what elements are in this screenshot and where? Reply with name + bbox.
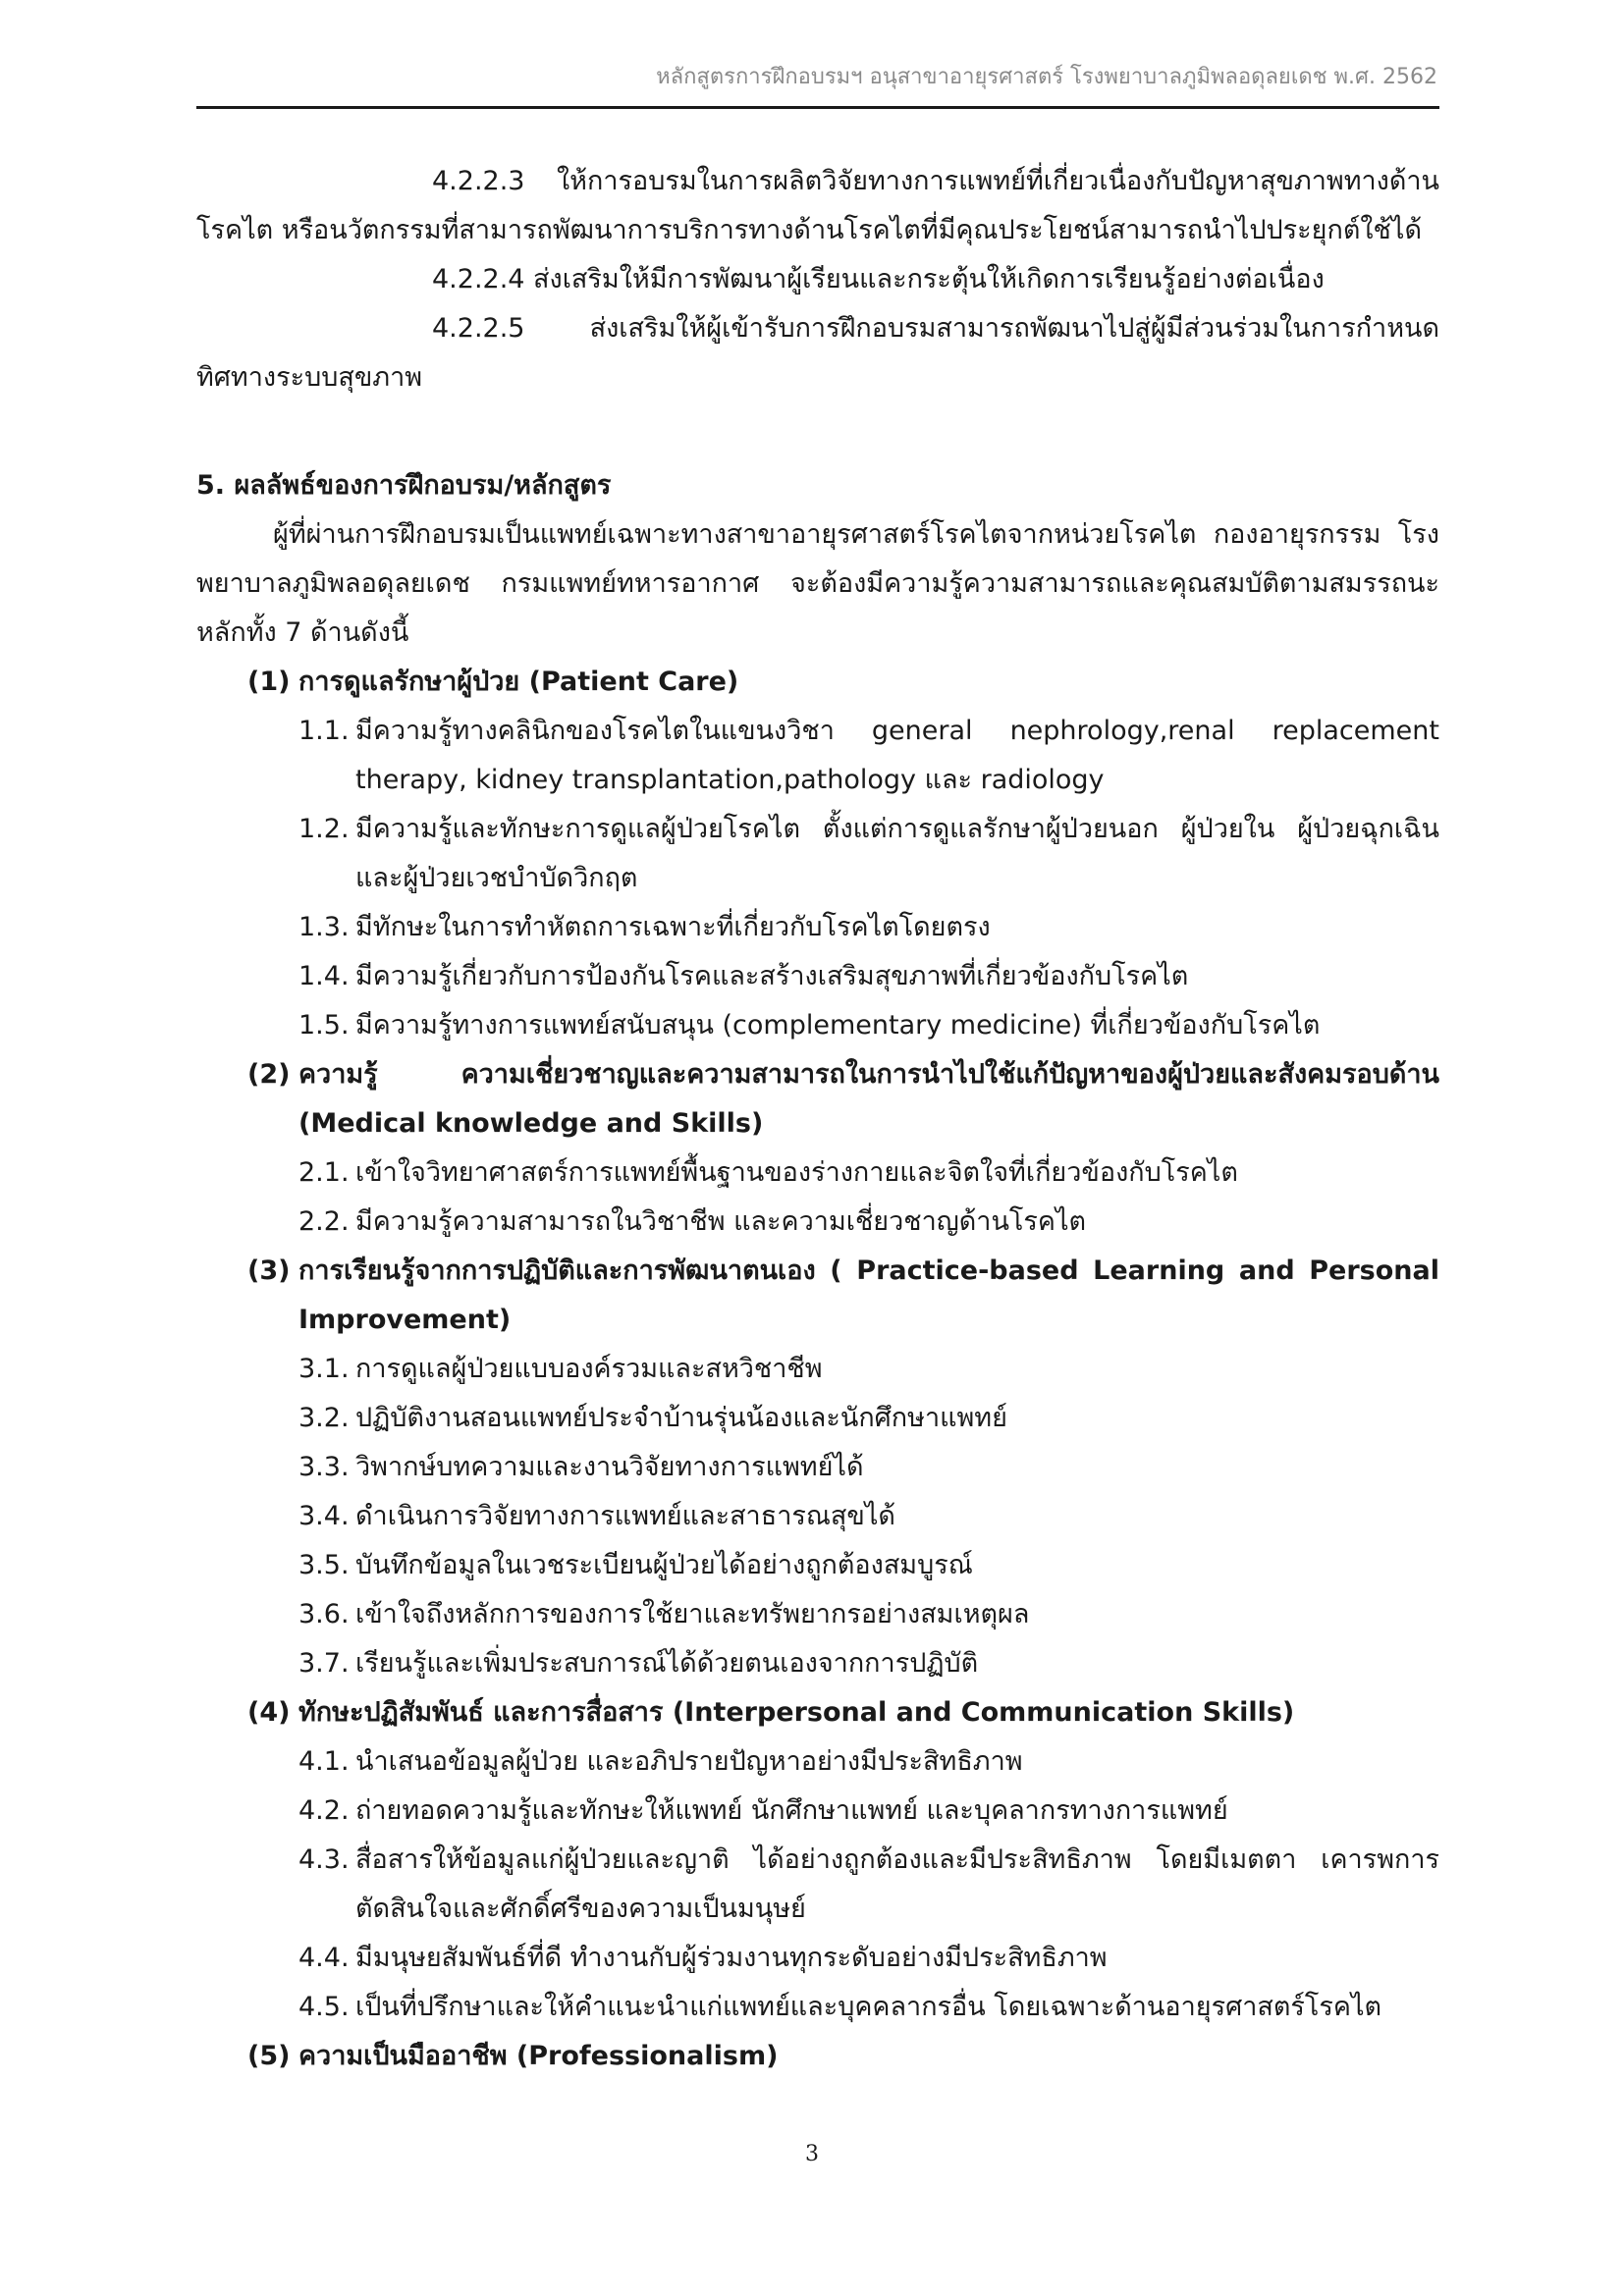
item-number: 1.2. [298, 814, 350, 844]
list-item [196, 1001, 1439, 1050]
list-item [196, 805, 1439, 903]
item-text: ปฏิบัติงานสอนแพทย์ประจำบ้านรุ่นน้องและนักศึกษาแพทย์ [355, 1403, 1007, 1433]
running-header: หลักสูตรการฝึกอบรมฯ อนุสาขาอายุรศาสตร์ โรงพยาบาลภูมิพลอดุลยเดช พ.ศ. 2562 [656, 65, 1437, 89]
competency-domain-3 [196, 1247, 1439, 1345]
item-text: สื่อสารให้ข้อมูลแก่ผู้ป่วยและญาติ ได้อย่างถูกต้องและมีประสิทธิภาพ โดยมีเมตตา เคารพการตัดสินใจและศักดิ์ศรีของความเป็นมนุษย์ [355, 1844, 1439, 1924]
item-number: 1.5. [298, 1010, 350, 1041]
competency-domain-5 [196, 2032, 1439, 2081]
item-text: บันทึกข้อมูลในเวชระเบียนผู้ป่วยได้อย่างถูกต้องสมบูรณ์ [355, 1550, 973, 1580]
domain-title: ความเป็นมืออาชีพ (Professionalism) [298, 2041, 779, 2071]
item-number: 4.2. [298, 1795, 350, 1826]
list-item [196, 1737, 1439, 1787]
item-number: 2.1. [298, 1157, 350, 1188]
item-text: ถ่ายทอดความรู้และทักษะให้แพทย์ นักศึกษาแพทย์ และบุคลากรทางการแพทย์ [355, 1795, 1228, 1826]
section-5-intro: ผู้ที่ผ่านการฝึกอบรมเป็นแพทย์เฉพาะทางสาขาอายุรศาสตร์โรคไตจากหน่วยโรคไต กองอายุรกรรม โรงพยาบาลภูมิพลอดุลยเดช กรมแพทย์ทหารอากาศ จะต้องมีความรู้ความสามารถและคุณสมบัติตามสมรรถนะหลักทั้ง 7 ด้านดังนี้ [196, 519, 1439, 648]
item-number: 3.2. [298, 1403, 350, 1433]
item-text: วิพากษ์บทความและงานวิจัยทางการแพทย์ได้ [355, 1452, 864, 1482]
list-item [196, 1492, 1439, 1541]
domain-title: การเรียนรู้จากการปฏิบัติและการพัฒนาตนเอง ( Practice-based Learning and Personal Improvement) [298, 1255, 1439, 1335]
item-number: 4.1. [298, 1746, 350, 1777]
list-item [196, 1148, 1439, 1198]
list-item [196, 1639, 1439, 1688]
spacer [196, 402, 1439, 461]
paragraph-4-2-2-4: 4.2.2.4 ส่งเสริมให้มีการพัฒนาผู้เรียนและกระตุ้นให้เกิดการเรียนรู้อย่างต่อเนื่อง [432, 264, 1325, 294]
list-item [196, 1983, 1439, 2032]
list-item [196, 1934, 1439, 1983]
item-text: มีความรู้และทักษะการดูแลผู้ป่วยโรคไต ตั้งแต่การดูแลรักษาผู้ป่วยนอก ผู้ป่วยใน ผู้ป่วยฉุกเฉินและผู้ป่วยเวชบำบัดวิกฤต [355, 814, 1439, 893]
domain-number: (2) [247, 1059, 291, 1090]
domain-number: (1) [247, 667, 291, 697]
list-item [196, 1198, 1439, 1247]
item-text: เข้าใจวิทยาศาสตร์การแพทย์พื้นฐานของร่างกายและจิตใจที่เกี่ยวข้องกับโรคไต [355, 1157, 1238, 1188]
list-item [196, 1541, 1439, 1590]
item-number: 3.1. [298, 1354, 350, 1384]
item-text: เข้าใจถึงหลักการของการใช้ยาและทรัพยากรอย่างสมเหตุผล [355, 1599, 1030, 1629]
item-text: มีความรู้ทางคลินิกของโรคไตในแขนงวิชา general nephrology,renal replacement therapy, kidney transplantation,pathology และ radiology [355, 716, 1439, 795]
item-number: 3.7. [298, 1648, 350, 1679]
list-item [196, 1345, 1439, 1394]
item-number: 4.5. [298, 1992, 350, 2022]
item-number: 2.2. [298, 1206, 350, 1237]
item-text: มีมนุษยสัมพันธ์ที่ดี ทำงานกับผู้ร่วมงานทุกระดับอย่างมีประสิทธิภาพ [355, 1943, 1108, 1973]
header-rule [196, 106, 1439, 109]
paragraph-4-2-2-3: 4.2.2.3 ให้การอบรมในการผลิตวิจัยทางการแพทย์ที่เกี่ยวเนื่องกับปัญหาสุขภาพทางด้านโรคไต หรือนวัตกรรมที่สามารถพัฒนาการบริการทางด้านโรคไตที่มีคุณประโยชน์สามารถนำไปประยุกต์ใช้ได้ [196, 166, 1439, 245]
item-number: 3.6. [298, 1599, 350, 1629]
list-item [196, 952, 1439, 1001]
competency-domain-4 [196, 1688, 1439, 1737]
item-number: 1.4. [298, 961, 350, 991]
page-number: 3 [805, 2142, 819, 2166]
item-number: 4.4. [298, 1943, 350, 1973]
domain-number: (3) [247, 1255, 291, 1286]
competency-domain-2 [196, 1050, 1439, 1148]
item-number: 4.3. [298, 1844, 350, 1875]
list-item [196, 903, 1439, 952]
item-text: มีความรู้ทางการแพทย์สนับสนุน (complementary medicine) ที่เกี่ยวข้องกับโรคไต [355, 1010, 1321, 1041]
item-number: 1.3. [298, 912, 350, 942]
domain-title: ความรู้ ความเชี่ยวชาญและความสามารถในการนำไปใช้แก้ปัญหาของผู้ป่วยและสังคมรอบด้าน (Medical knowledge and Skills) [298, 1059, 1439, 1139]
item-text: การดูแลผู้ป่วยแบบองค์รวมและสหวิชาชีพ [355, 1354, 823, 1384]
document-body [196, 157, 1439, 2081]
domain-number: (5) [247, 2041, 291, 2071]
item-text: มีความรู้เกี่ยวกับการป้องกันโรคและสร้างเสริมสุขภาพที่เกี่ยวข้องกับโรคไต [355, 961, 1189, 991]
item-number: 1.1. [298, 716, 350, 746]
list-item [196, 1836, 1439, 1934]
item-number: 3.4. [298, 1501, 350, 1531]
list-item [196, 1394, 1439, 1443]
domain-title: การดูแลรักษาผู้ป่วย (Patient Care) [298, 667, 739, 697]
item-number: 3.3. [298, 1452, 350, 1482]
item-text: เรียนรู้และเพิ่มประสบการณ์ได้ด้วยตนเองจากการปฏิบัติ [355, 1648, 979, 1679]
item-text: มีความรู้ความสามารถในวิชาชีพ และความเชี่ยวชาญด้านโรคไต [355, 1206, 1087, 1237]
item-text: มีทักษะในการทำหัตถการเฉพาะที่เกี่ยวกับโรคไตโดยตรง [355, 912, 991, 942]
list-item [196, 707, 1439, 805]
item-text: นำเสนอข้อมูลผู้ป่วย และอภิปรายปัญหาอย่างมีประสิทธิภาพ [355, 1746, 1023, 1777]
list-item [196, 1590, 1439, 1639]
item-text: เป็นที่ปรึกษาและให้คำแนะนำแก่แพทย์และบุคคลากรอื่น โดยเฉพาะด้านอายุรศาสตร์โรคไต [355, 1992, 1382, 2022]
domain-number: (4) [247, 1697, 291, 1728]
item-text: ดำเนินการวิจัยทางการแพทย์และสาธารณสุขได้ [355, 1501, 895, 1531]
item-number: 3.5. [298, 1550, 350, 1580]
competency-domain-1 [196, 658, 1439, 707]
list-item [196, 1787, 1439, 1836]
list-item [196, 1443, 1439, 1492]
domain-title: ทักษะปฏิสัมพันธ์ และการสื่อสาร (Interpersonal and Communication Skills) [298, 1697, 1295, 1728]
section-5-title: 5. ผลลัพธ์ของการฝึกอบรม/หลักสูตร [196, 470, 612, 501]
paragraph-4-2-2-5: 4.2.2.5 ส่งเสริมให้ผู้เข้ารับการฝึกอบรมสามารถพัฒนาไปสู่ผู้มีส่วนร่วมในการกำหนดทิศทางระบบสุขภาพ [196, 313, 1439, 393]
